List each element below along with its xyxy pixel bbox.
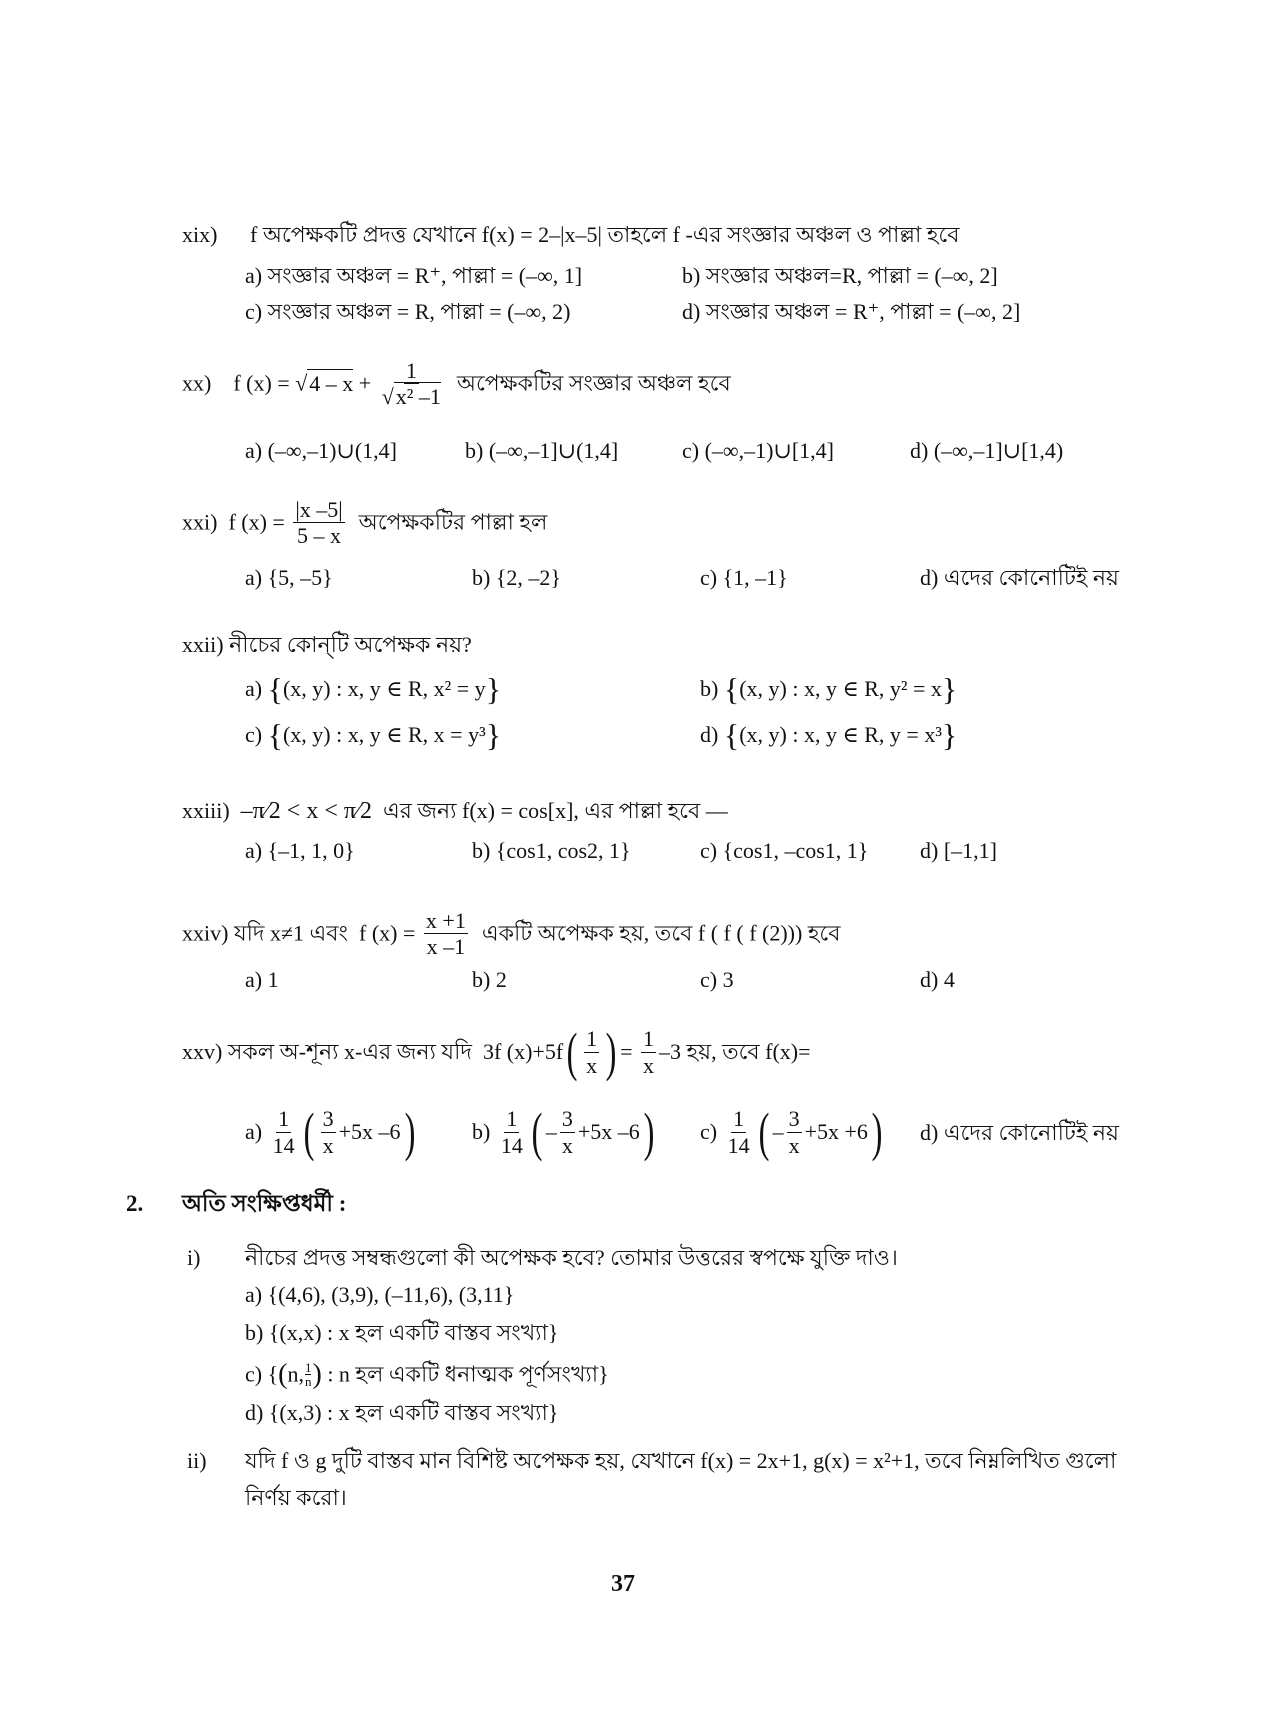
s2q1-option-c-n: n,: [287, 1361, 304, 1387]
q21-option-c: c) {1, –1}: [700, 565, 788, 590]
q19-text: f অপেক্ষকটি প্রদত্ত যেখানে f(x) = 2–|x–5| তাহলে f -এর সংজ্ঞার অঞ্চল ও পাল্লা হবে: [250, 222, 960, 247]
q25-option-c: c) $\frac{1}{14}$ ( – $\frac{3}{x}$ +5x +6): [700, 1102, 883, 1162]
q20-line: xx) f (x) = √4 – x + $\frac{1}{\text{√x² –1}}$ অপেক্ষকটির সংজ্ঞার অঞ্চল হবে: [182, 358, 731, 410]
q25-line: xxv) সকল অ-শূন্য x-এর জন্য যদি 3f (x)+5f( $\frac{1}{x}$ ) = $\frac{1}{x}$ –3 হয়, তবে f(x)=: [182, 1022, 811, 1082]
q21-option-a: a) {5, –5}: [245, 565, 333, 590]
q20-text: অপেক্ষকটির সংজ্ঞার অঞ্চল হবে: [456, 370, 731, 396]
q25-equals: =: [620, 1038, 633, 1064]
q25-rhs-tail: –3: [659, 1038, 682, 1064]
s2q1-option-c-pre: c) {: [245, 1361, 279, 1387]
q25-inner-denominator: x: [586, 1052, 598, 1078]
s2q1-option-a: a) {(4,6), (3,9), (–11,6), (3,11}: [245, 1282, 515, 1307]
q25-option-d: d) এদের কোনোটিই নয়: [920, 1120, 1119, 1145]
q22-line: [182, 632, 472, 658]
s2q1-option-c-frac-den: n: [304, 1374, 312, 1390]
q21-numerator: |x –5|: [295, 497, 343, 522]
q25-option-b-minus: –: [545, 1118, 557, 1144]
q22-option-a-set: (x, y) : x, y ∈ R, x² = y: [282, 676, 486, 701]
q25-option-c-inner-den: x: [788, 1132, 800, 1158]
s2q1-option-c-frac-num: 1: [304, 1360, 312, 1376]
q19-option-d: d) সংজ্ঞার অঞ্চল = R⁺, পাল্লা = (–∞, 2]: [682, 299, 1021, 324]
q21-label: xxi): [182, 509, 218, 535]
q25-option-a-label: a): [245, 1118, 263, 1144]
q21-option-d: d) এদের কোনোটিই নয়: [920, 565, 1119, 590]
q24-numerator: x +1: [425, 908, 466, 933]
q21-lhs: f (x) =: [228, 509, 285, 535]
s2q1-option-c: c) {(n, $\frac{1}{n}$ ) : n হল একটি ধনাত্মক পূর্ণসংখ্যা}: [245, 1359, 609, 1390]
q25-inner-fraction: [584, 1026, 599, 1078]
q25-option-c-tail: +5x +6: [804, 1118, 868, 1144]
q23-option-d: d) [–1,1]: [920, 838, 997, 863]
q25-option-a-tail: +5x –6: [338, 1118, 401, 1144]
q25-option-b-tail: +5x –6: [577, 1118, 640, 1144]
q25-option-a-inner-den: x: [322, 1132, 334, 1158]
q24-mid: একটি অপেক্ষক হয়, তবে: [481, 920, 693, 946]
q25-label: xxv): [182, 1038, 223, 1064]
s2q1-label: i): [187, 1245, 201, 1270]
q23-option-a: a) {–1, 1, 0}: [245, 838, 355, 863]
q25-option-a-coef-num: 1: [278, 1106, 290, 1132]
q24-denominator: x –1: [426, 934, 466, 960]
q25-option-a-inner-num: 3: [322, 1106, 334, 1132]
q20-lhs: f (x) =: [233, 370, 290, 396]
q20-label: xx): [182, 370, 212, 396]
q22-option-d-label: d): [700, 722, 719, 747]
q22-option-c: c) {(x, y) : x, y ∈ R, x = y³}: [245, 717, 502, 753]
q24-pre: যদি x≠1 এবং: [233, 920, 349, 946]
q24-label: xxiv): [182, 920, 229, 946]
page-number: 37: [611, 1571, 635, 1597]
q20-option-a: a) (–∞,–1)∪(1,4]: [245, 438, 398, 463]
q20-option-c: c) (–∞,–1)∪[1,4]: [682, 438, 835, 463]
q22-option-c-set: (x, y) : x, y ∈ R, x = y³: [282, 722, 486, 747]
q25-option-b-coef-num: 1: [506, 1106, 518, 1132]
q23-label: xxiii): [182, 798, 230, 823]
q25-option-b-inner-num: 3: [561, 1106, 573, 1132]
q22-option-d-set: (x, y) : x, y ∈ R, y = x³: [739, 722, 942, 747]
q22-option-b: b) {(x, y) : x, y ∈ R, y² = x}: [700, 671, 958, 707]
q23-condition: –π⁄2 < x < π⁄2: [240, 798, 372, 824]
q22-label: xxii): [182, 632, 224, 657]
q25-option-b: b) $\frac{1}{14}$ ( – $\frac{3}{x}$ +5x –6): [472, 1102, 655, 1162]
s2q1-option-c-post: : n হল একটি ধনাত্মক পূর্ণসংখ্যা}: [327, 1361, 609, 1387]
q25-option-c-coef-den: 14: [727, 1132, 750, 1158]
q25-option-b-label: b): [472, 1118, 491, 1144]
q20-numerator: 1: [405, 358, 417, 383]
q21-fraction: [293, 497, 344, 549]
q25-option-c-inner-num: 3: [788, 1106, 800, 1132]
q20-sqrt-term: 4 – x: [309, 370, 354, 396]
q23-line: [182, 797, 728, 826]
q19-label: xix): [182, 222, 218, 247]
q23-text: এর জন্য f(x) = cos[x], এর পাল্লা হবে —: [383, 798, 728, 823]
q24-post: হবে: [807, 920, 841, 946]
q25-rhs-fraction: [641, 1026, 656, 1078]
q25-option-a-coef-den: 14: [272, 1132, 295, 1158]
q25-option-c-minus: –: [772, 1118, 784, 1144]
q25-option-b-coef-den: 14: [500, 1132, 523, 1158]
q23-option-c: c) {cos1, –cos1, 1}: [700, 838, 869, 863]
q22-option-d: d) {(x, y) : x, y ∈ R, y = x³}: [700, 717, 958, 753]
s2q1-option-d: d) {(x,3) : x হল একটি বাস্তব সংখ্যা}: [245, 1400, 559, 1425]
q25-rhs-denominator: x: [643, 1052, 655, 1078]
q21-denominator: 5 – x: [297, 523, 341, 549]
q24-lhs: f (x) =: [359, 920, 416, 946]
q25-inner-numerator: 1: [586, 1026, 598, 1052]
q19-option-b: b) সংজ্ঞার অঞ্চল=R, পাল্লা = (–∞, 2]: [682, 263, 998, 288]
q19-option-a: a) সংজ্ঞার অঞ্চল = R⁺, পাল্লা = (–∞, 1]: [245, 263, 583, 288]
s2q1-text: নীচের প্রদত্ত সম্বন্ধগুলো কী অপেক্ষক হবে? তোমার উত্তরের স্বপক্ষে যুক্তি দাও।: [245, 1245, 898, 1270]
q25-option-c-coef-num: 1: [733, 1106, 745, 1132]
section-number: 2.: [126, 1191, 144, 1216]
q24-line: [182, 908, 840, 960]
q24-option-d: d) 4: [920, 967, 955, 992]
q25-post: হয়, তবে f(x)=: [686, 1038, 811, 1064]
q20-fraction: $\frac{1}{\text{√x² –1}}$: [381, 358, 441, 410]
q23-option-b: b) {cos1, cos2, 1}: [472, 838, 631, 863]
q22-option-a-label: a): [245, 676, 263, 701]
q22-option-b-label: b): [700, 676, 719, 701]
s2q2-line1: যদি f ও g দুটি বাস্তব মান বিশিষ্ট অপেক্ষক হয়, যেখানে f(x) = 2x+1, g(x) = x²+1, তবে নিম্নলিখিত গুলো: [245, 1448, 1117, 1473]
q21-option-b: b) {2, –2}: [472, 565, 561, 590]
section-title: অতি সংক্ষিপ্তধর্মী :: [182, 1191, 347, 1216]
q25-option-b-inner-den: x: [561, 1132, 573, 1158]
q20-option-b: b) (–∞,–1]∪(1,4]: [465, 438, 619, 463]
q22-option-a: a) {(x, y) : x, y ∈ R, x² = y}: [245, 671, 502, 707]
q20-denominator: x² –1: [395, 384, 441, 410]
q22-option-c-label: c): [245, 722, 263, 747]
q24-fraction: [424, 908, 468, 960]
q25-option-a: a) $\frac{1}{14}$ ( $\frac{3}{x}$ +5x –6): [245, 1102, 415, 1162]
q22-text: নীচের কোন্‌টি অপেক্ষক নয়?: [229, 632, 472, 657]
q24-option-a: a) 1: [245, 967, 279, 992]
q22-option-b-set: (x, y) : x, y ∈ R, y² = x: [739, 676, 942, 701]
q24-option-c: c) 3: [700, 967, 734, 992]
q24-option-b: b) 2: [472, 967, 507, 992]
q20-option-d: d) (–∞,–1]∪[1,4): [910, 438, 1064, 463]
q25-lhs: 3f (x)+5f: [482, 1038, 564, 1064]
q19-option-c: c) সংজ্ঞার অঞ্চল = R, পাল্লা = (–∞, 2): [245, 299, 571, 324]
q24-expr: f ( f ( f (2))): [697, 920, 803, 946]
q20-plus: +: [358, 370, 372, 396]
s2q2-label: ii): [187, 1448, 207, 1473]
s2q1-option-b: b) {(x,x) : x হল একটি বাস্তব সংখ্যা}: [245, 1320, 559, 1345]
q21-text: অপেক্ষকটির পাল্লা হল: [358, 509, 548, 535]
s2q2-line2: নির্ণয় করো।: [245, 1485, 347, 1510]
q21-line: [182, 497, 547, 549]
q25-option-c-label: c): [700, 1118, 718, 1144]
q25-pre: সকল অ-শূন্য x-এর জন্য যদি: [227, 1038, 472, 1064]
q25-rhs-numerator: 1: [643, 1026, 655, 1052]
